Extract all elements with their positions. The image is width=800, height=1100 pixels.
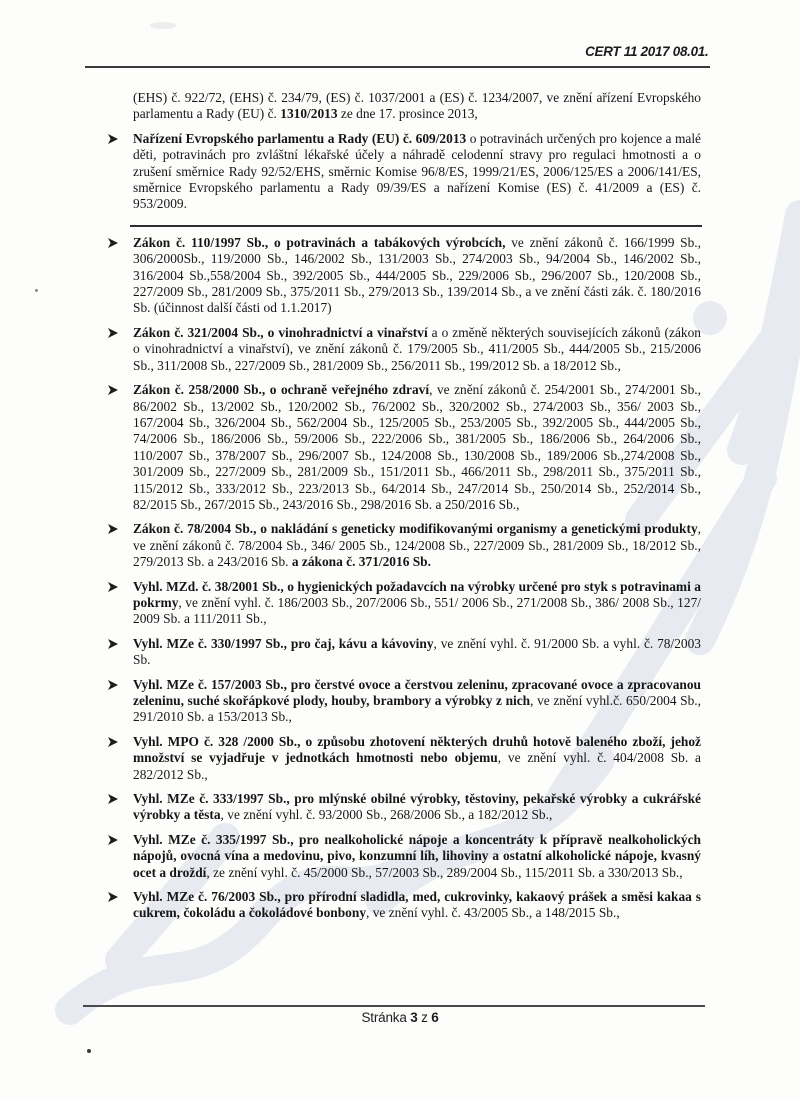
- list-item-vyhl-76-2003: [133, 889, 701, 922]
- item-text: , ze znění vyhl. č. 45/2000 Sb., 57/2003 Sb., 289/2004 Sb., 115/2011 Sb. a 330/2013 Sb.,: [206, 864, 683, 880]
- item-text: , ve znění zákonů č. 254/2001 Sb., 274/2001 Sb., 86/2002 Sb., 13/2002 Sb., 120/2002 Sb., 76/2002 Sb., 320/2002 Sb., 274/2003 Sb., 356/ 2003 Sb., 167/2004 Sb., 326/2004 Sb., 562/2004 Sb., 125/2005 Sb., 253/2005 Sb., 392/2005 Sb., 444/2005 Sb., 74/2006 Sb., 186/2006 Sb., 59/2006 Sb., 222/2006 Sb., 381/2005 Sb., 186/2006 Sb., 264/2006 Sb., 110/2007 Sb., 378/2007 Sb., 296/2007 Sb., 124/2008 Sb., 130/2008 Sb., 189/2006 Sb.,274/2008 Sb., 301/2009 Sb., 227/2009 Sb., 281/2009 Sb., 151/2011 Sb., 466/2011 Sb., 298/2011 Sb., 375/2011 Sb., 115/2012 Sb., 333/2012 Sb., 223/2013 Sb., 64/2014 Sb., 247/2014 Sb., 250/2014 Sb., 252/2014 Sb., 82/2015 Sb., 267/2015 Sb., 243/2016 Sb., 298/2016 Sb. a 250/2016 Sb.,: [133, 382, 701, 512]
- header-reference: CERT 11 2017 08.01.: [584, 43, 708, 59]
- list-item-zakon-78-2004: [133, 521, 701, 570]
- bullet-arrow-icon: [107, 581, 119, 593]
- list-item-vyhl-328-2000: [133, 734, 701, 783]
- bullet-arrow-icon: [107, 133, 119, 145]
- item-title: Zákon č. 78/2004 Sb., o nakládání s geneticky modifikovanými organismy a genetickými produkty: [133, 521, 698, 537]
- list-item-zakon-321-2004: [133, 325, 701, 374]
- intro-paragraph: [133, 90, 701, 123]
- bullet-arrow-icon: [107, 793, 119, 805]
- item-title: Vyhl. MZe č. 330/1997 Sb., pro čaj, kávu a kávoviny: [133, 635, 434, 651]
- item-title: Vyhl. MZe č. 333/1997 Sb., pro mlýnské obilné výrobky, těstoviny, pekařské výrobky a cukrářské výrobky a těsta: [133, 791, 701, 823]
- list-item-zakon-110-1997: [133, 235, 701, 317]
- document-body: [133, 90, 701, 922]
- scan-speck: [35, 289, 38, 292]
- page-number-total: 6: [431, 1010, 439, 1025]
- header-rule: [85, 66, 710, 68]
- bullet-arrow-icon: [107, 891, 119, 903]
- footer-rule: [83, 1005, 705, 1007]
- page-number-current: 3: [410, 1010, 418, 1025]
- item-text: , ve znění vyhl. č. 93/2000 Sb., 268/2006 Sb., a 182/2012 Sb.,: [220, 807, 553, 823]
- bullet-arrow-icon: [107, 638, 119, 650]
- bullet-arrow-icon: [107, 384, 119, 396]
- item-title: Zákon č. 258/2000 Sb., o ochraně veřejného zdraví: [133, 382, 430, 398]
- item-text: , ve znění vyhl.č. 650/2004 Sb., 291/2010 Sb. a 153/2013 Sb.,: [133, 693, 702, 725]
- item-text: o potravinách určených pro kojence a malé děti, potravinách pro zvláštní lékařské účely a náhradě celodenní stravy pro regulaci hmotnosti a o zrušení směrnice Rady 92/52/EHS, směrnic Komise 96/8/ES, 1999/21/ES, 2006/125/ES a 2006/141/ES, směrnice Evropského parlamentu a Rady 09/39/ES a nařízení Komise (ES) č. 41/2009 a (ES) č. 953/2009.: [133, 130, 701, 212]
- item-text: , ve znění vyhl. č. 404/2008 Sb. a 282/2012 Sb.,: [133, 750, 701, 782]
- bullet-arrow-icon: [107, 237, 119, 249]
- item-title: Vyhl. MZe č. 76/2003 Sb., pro přírodní sladidla, med, cukrovinky, kakaový prášek a směsi kakaa s cukrem, čokoládu a čokoládové bonbony: [133, 889, 701, 921]
- item-title: Nařízení Evropského parlamentu a Rady (EU) č. 609/2013: [133, 130, 467, 146]
- bullet-arrow-icon: [107, 523, 119, 535]
- item-text: a o změně některých souvisejících zákonů (zákon o vinohradnictví a vinařství), ve znění zákonů č. 179/2005 Sb., 411/2005 Sb., 444/2005 Sb., 215/2006 Sb., 311/2008 Sb., 227/2009 Sb., 281/2009 Sb., 256/2011 Sb., 199/2012 Sb. a 18/2012 Sb.,: [133, 324, 701, 373]
- scan-speck: [87, 1049, 91, 1053]
- item-title: Zákon č. 110/1997 Sb., o potravinách a tabákových výrobcích,: [133, 234, 506, 250]
- list-item-vyhl-38-2001: [133, 579, 701, 628]
- scan-smudge: [150, 22, 176, 29]
- intro-bold: 1310/2013: [280, 106, 338, 122]
- item-text: , ve znění vyhl. č. 43/2005 Sb., a 148/2015 Sb.,: [366, 905, 620, 921]
- item-text: , ve znění vyhl. č. 186/2003 Sb., 207/2006 Sb., 551/ 2006 Sb., 271/2008 Sb., 386/ 2008 Sb., 127/ 2009 Sb. a 111/2011 Sb.,: [133, 594, 701, 627]
- item-text: ve znění zákonů č. 166/1999 Sb., 306/2000Sb., 119/2000 Sb., 146/2002 Sb., 131/2003 Sb., 274/2003 Sb., 94/2004 Sb., 146/2002 Sb., 316/2004 Sb.,558/2004 Sb., 392/2005 Sb., 444/2005 Sb., 229/2006 Sb., 296/2007 Sb., 120/2008 Sb., 227/2009 Sb., 281/2009 Sb., 375/2011 Sb., 279/2013 Sb., 139/2014 Sb., a ve znění části zák. č. 180/2016 Sb. (účinnost další části od 1.1.2017): [133, 234, 701, 316]
- bullet-arrow-icon: [107, 834, 119, 846]
- list-item-zakon-258-2000: [133, 382, 701, 513]
- item-title: Vyhl. MPO č. 328 /2000 Sb., o způsobu zhotovení některých druhů hotově baleného zboží, jehož množství se vyjadřuje v jednotkách hmotnosti nebo objemu: [133, 733, 701, 766]
- intro-post: ze dne 17. prosince 2013,: [337, 106, 478, 122]
- item-tail: a zákona č. 371/2016 Sb.: [291, 554, 431, 570]
- item-title: Vyhl. MZe č. 335/1997 Sb., pro nealkoholické nápoje a koncentráty k přípravě nealkoholických nápojů, ovocná vína a medovinu, pivo, konzumní líh, lihoviny a ostatní alkoholické nápoje, kvasný ocet a droždí: [133, 831, 701, 880]
- list-item-vyhl-335-1997: [133, 832, 701, 881]
- item-title: Vyhl. MZe č. 157/2003 Sb., pro čerstvé ovoce a čerstvou zeleninu, zpracované ovoce a zpracovanou zeleninu, suché skořápkové plody, houby, brambory a výrobky z nich: [133, 676, 701, 708]
- bullet-arrow-icon: [107, 679, 119, 691]
- bullet-arrow-icon: [107, 327, 119, 339]
- page-number: [0, 1010, 800, 1025]
- list-item-vyhl-157-2003: [133, 677, 701, 726]
- page-number-label: Stránka: [361, 1010, 407, 1025]
- item-title: Zákon č. 321/2004 Sb., o vinohradnictví a vinařství: [133, 324, 428, 340]
- page-number-separator: z: [421, 1010, 428, 1025]
- item-text: , ve znění zákonů č. 78/2004 Sb., 346/ 2005 Sb., 124/2008 Sb., 227/2009 Sb., 281/2009 Sb., 18/2012 Sb., 279/2013 Sb. a 243/2016 Sb.: [133, 521, 701, 570]
- list-item-vyhl-330-1997: [133, 636, 701, 669]
- intro-pre: (EHS) č. 922/72, (EHS) č. 234/79, (ES) č. 1037/2001 a (ES) č. 1234/2007, ve znění ařízení Evropského parlamentu a Rady (EU) č.: [133, 90, 701, 122]
- list-item-narizeni-609-2013: [133, 131, 701, 213]
- item-text: , ve znění vyhl. č. 91/2000 Sb. a vyhl. č. 78/2003 Sb.: [133, 635, 701, 668]
- item-title: Vyhl. MZd. č. 38/2001 Sb., o hygienických požadavcích na výrobky určené pro styk s potravinami a pokrmy: [133, 578, 701, 610]
- section-divider: [130, 225, 702, 227]
- list-item-vyhl-333-1997: [133, 791, 701, 824]
- bullet-arrow-icon: [107, 736, 119, 748]
